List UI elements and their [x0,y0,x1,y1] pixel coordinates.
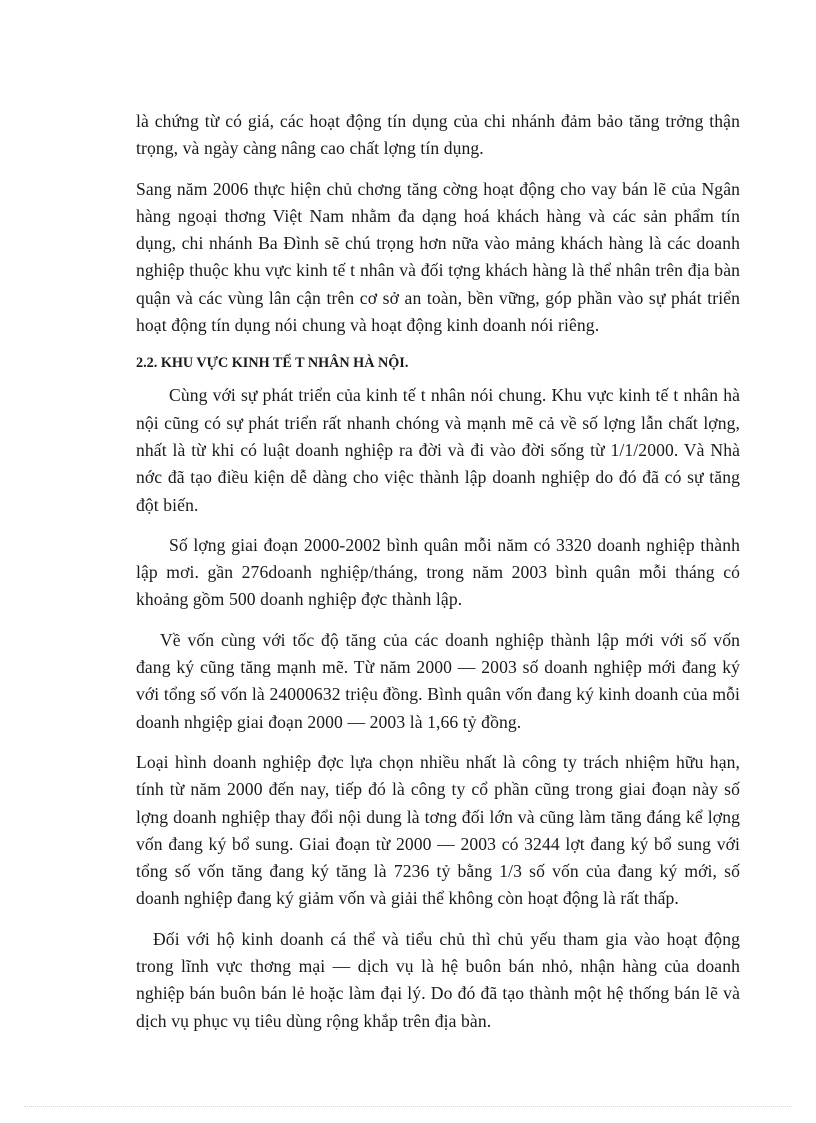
document-page [136,108,740,1048]
paragraph-enterprise-count: Số lợng giai đoạn 2000-2002 bình quân mỗi năm có 3320 doanh nghiệp thành lập mơi. gần 276doanh nghiệp/tháng, trong năm 2003 bình quân mỗi tháng có khoảng gồm 500 doanh nghiệp đợc thành lập. [136,534,740,610]
paragraph-retail-lending-2006: Sang năm 2006 thực hiện chủ chơng tăng cờng hoạt động cho vay bán lẽ của Ngân hàng ngoại thơng Việt Nam nhằm đa dạng hoá khách hàng và các sản phẩm tín dụng, chi nhánh Ba Đình sẽ chú trọng hơn nữa vào mảng khách hàng là các doanh nghiệp thuộc khu vực kinh tế t nhân và đối tợng khách hàng là thể nhân trên địa bàn quận và các vùng lân cận trên cơ sở an toàn, bền vững, góp phần vào sự phát triển hoạt động tín dụng nói chung và hoạt động kinh doanh nói riêng. [136,178,740,336]
paragraph-credit-growth: là chứng từ có giá, các hoạt động tín dụng của chi nhánh đảm bảo tăng trởng thận trọng, và ngày càng nâng cao chất lợng tín dụng. [136,111,740,159]
paragraph-household-business: Đối với hộ kinh doanh cá thể và tiểu chủ thì chủ yếu tham gia vào hoạt động trong lĩnh vực thơng mại — dịch vụ là hệ buôn bán nhỏ, nhận hàng của doanh nghiệp bán buôn bán lẻ hoặc làm đại lý. Do đó đã tạo thành một hệ thống bán lẽ và dịch vụ phục vụ tiêu dùng rộng khắp trên địa bàn. [136,928,740,1031]
page-bottom-divider [24,1106,792,1107]
paragraph-registered-capital: Về vốn cùng với tốc độ tăng của các doanh nghiệp thành lập mới với số vốn đang ký cũng tăng mạnh mẽ. Từ năm 2000 — 2003 số doanh nghiệp mới đang ký với tổng số vốn là 24000632 triệu đồng. Bình quân vốn đang ký kinh doanh của mỗi doanh nhgiệp giai đoạn 2000 — 2003 là 1,66 tỷ đồng. [136,629,740,732]
paragraph-enterprise-types: Loại hình doanh nghiệp đợc lựa chọn nhiều nhất là công ty trách nhiệm hữu hạn, tính từ năm 2000 đến nay, tiếp đó là công ty cổ phần cũng trong giai đoạn này số lợng doanh nghiệp thay đổi nội dung là tơng đối lớn và cũng làm tăng đáng kể lợng vốn đang ký bổ sung. Giai đoạn từ 2000 — 2003 có 3244 lợt đang ký bổ sung với tổng số vốn tăng đang ký tăng là 7236 tỷ bằng 1/3 số vốn của đang ký mới, số doanh nghiệp đang ký giảm vốn và giải thể không còn hoạt động là rất thấp. [136,751,740,909]
paragraph-private-sector-growth: Cùng với sự phát triển của kinh tế t nhân nói chung. Khu vực kinh tế t nhân hà nội cũng có sự phát triển rất nhanh chóng và mạnh mẽ cả về số lợng lẫn chất lợng, nhất là từ khi có luật doanh nghiệp ra đời và đi vào đời sống từ 1/1/2000. Và Nhà nớc đã tạo điều kiện dễ dàng cho việc thành lập doanh nghiệp do đó đã có sự tăng đột biến. [136,385,740,515]
section-heading: 2.2. KHU VỰC KINH TẾ T NHÂN HÀ NỘI. [136,355,409,372]
